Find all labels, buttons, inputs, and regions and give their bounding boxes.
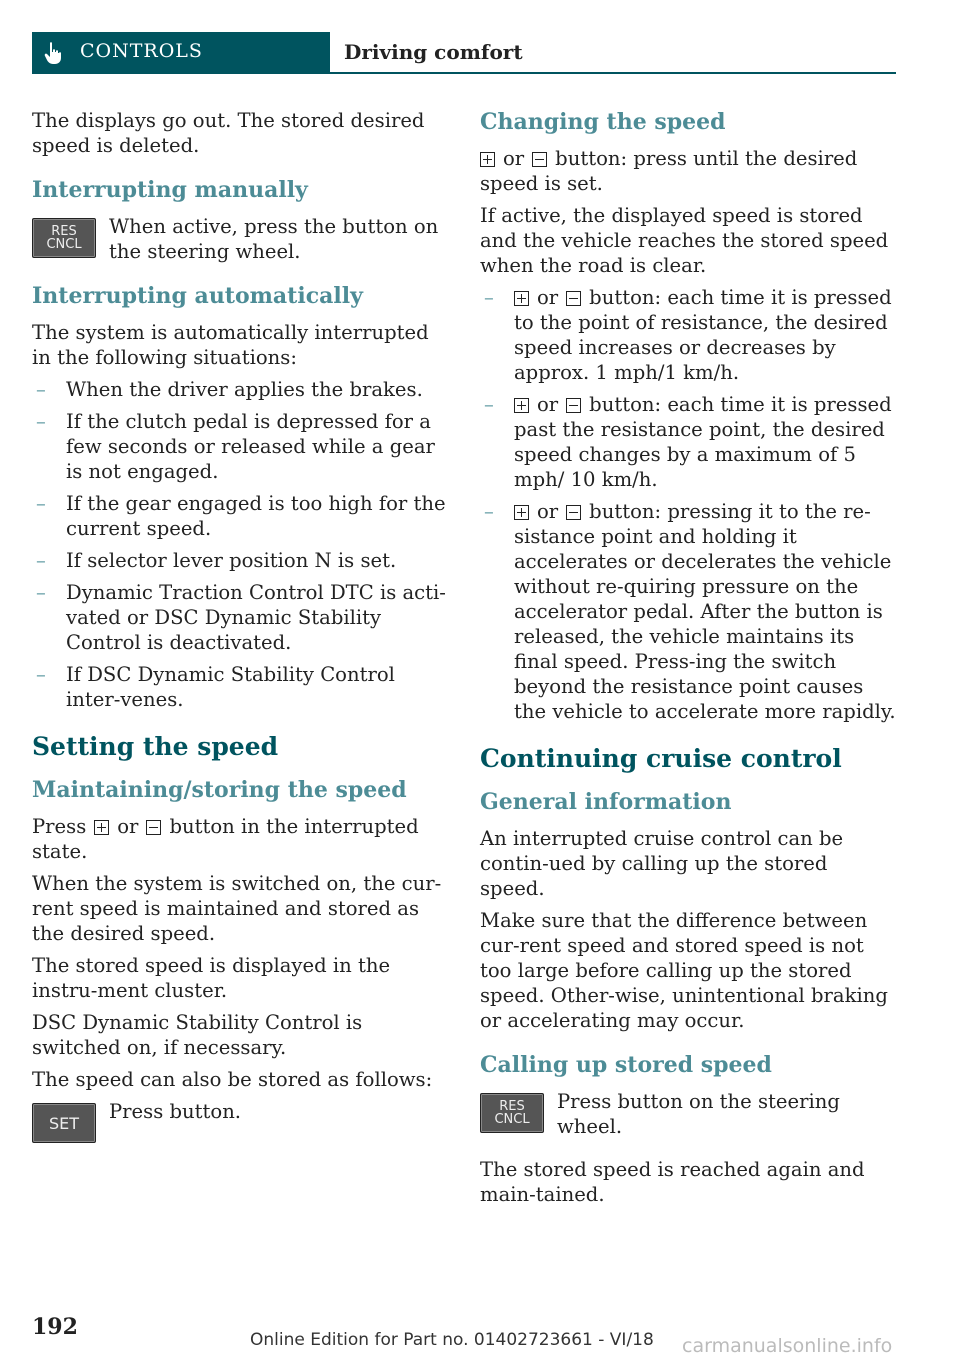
heading-interrupting-manually: Interrupting manually [32,177,308,203]
heading-maintaining: Maintaining/storing the speed [32,777,407,803]
minus-button-icon [146,820,161,835]
heading-continuing: Continuing cruise control [480,744,842,773]
right-column [480,108,898,1214]
section-title: CONTROLS [80,40,203,62]
heading-calling-up: Calling up stored speed [480,1052,772,1078]
page-header [32,32,896,74]
hand-pointer-icon [42,41,64,65]
switched-on-text: When the system is switched on, the cur‐rent speed is maintained and stored as the desired speed. [32,872,442,945]
general-text-1: An interrupted cruise control can be contin‐ued by calling up the stored speed. [480,827,844,900]
also-text: The speed can also be stored as follows: [32,1068,433,1091]
left-column [32,108,450,1161]
minus-button-icon [566,505,581,520]
list-item: – or button: each time it is pressed to the point of resistance, the desired speed increases or decreases by approx. 1 mph/1 km/h. [480,285,898,385]
plus-button-icon [514,291,529,306]
res-cncl-button-image: RES CNCL [480,1093,544,1133]
edition-footer: Online Edition for Part no. 01402723661 - VI/18 [250,1330,654,1350]
set-text: Press button. [109,1100,242,1123]
plus-button-icon [514,505,529,520]
heading-interrupting-automatically: Interrupting automatically [32,283,363,309]
calling-text: Press button on the steering wheel. [557,1090,840,1138]
set-button-image: SET [32,1103,96,1143]
list-item: – When the driver applies the brakes. [32,377,450,402]
list-item: – If the gear engaged is too high for the current speed. [32,491,450,541]
topic-title: Driving comfort [344,40,523,64]
list-item: – If the clutch pedal is depressed for a few seconds or released while a gear is not engaged. [32,409,450,484]
res-cncl-row [32,214,450,264]
res-cncl-row-2 [480,1089,898,1139]
section-tab [32,32,330,72]
manual-text: When active, press the button on the steering wheel. [109,215,439,263]
minus-button-icon [566,398,581,413]
list-item: – If selector lever position N is set. [32,548,450,573]
res-cncl-button-image: RES CNCL [32,218,96,258]
list-item: – If DSC Dynamic Stability Control inter‐venes. [32,662,450,712]
press-paragraph: Press or button in the interrupted state. [32,815,419,863]
list-item: – or button: each time it is pressed past the resistance point, the desired speed changes by a maximum of 5 mph/ 10 km/h. [480,392,898,492]
watermark: carmanualsonline.info [682,1335,893,1357]
dsc-text: DSC Dynamic Stability Control is switched on, if necessary. [32,1011,363,1059]
plus-button-icon [94,820,109,835]
page-number: 192 [32,1314,78,1340]
reached-text: The stored speed is reached again and main‐tained. [480,1158,865,1206]
change-list [480,285,898,724]
auto-list [32,377,450,712]
auto-intro: The system is automatically interrupted in the following situations: [32,321,429,369]
heading-general-info: General information [480,789,732,815]
minus-button-icon [532,152,547,167]
plus-button-icon [514,398,529,413]
intro-text: The displays go out. The stored desired speed is deleted. [32,109,425,157]
general-text-2: Make sure that the difference between cur‐rent speed and stored speed is not too large before calling up the stored speed. Other‐wise, unintentional braking or accelerating may occur. [480,909,888,1032]
heading-changing-speed: Changing the speed [480,109,726,135]
minus-button-icon [566,291,581,306]
displayed-text: The stored speed is displayed in the instru‐ment cluster. [32,954,391,1002]
active-text: If active, the displayed speed is stored and the vehicle reaches the stored speed when the road is clear. [480,204,889,277]
change-paragraph: or button: press until the desired speed is set. [480,147,858,195]
plus-button-icon [480,152,495,167]
list-item: – or button: pressing it to the re‐sistance point and holding it accelerates or decelerates the vehicle without re‐quiring pressure on the accelerator pedal. After the button is released, the vehicle maintains its final speed. Press‐ing the switch beyond the resistance point causes the vehicle to accelerate more rapidly. [480,499,898,724]
heading-setting-speed: Setting the speed [32,732,279,761]
list-item: – Dynamic Traction Control DTC is acti‐vated or DSC Dynamic Stability Control is deactivated. [32,580,450,655]
set-row [32,1099,450,1143]
